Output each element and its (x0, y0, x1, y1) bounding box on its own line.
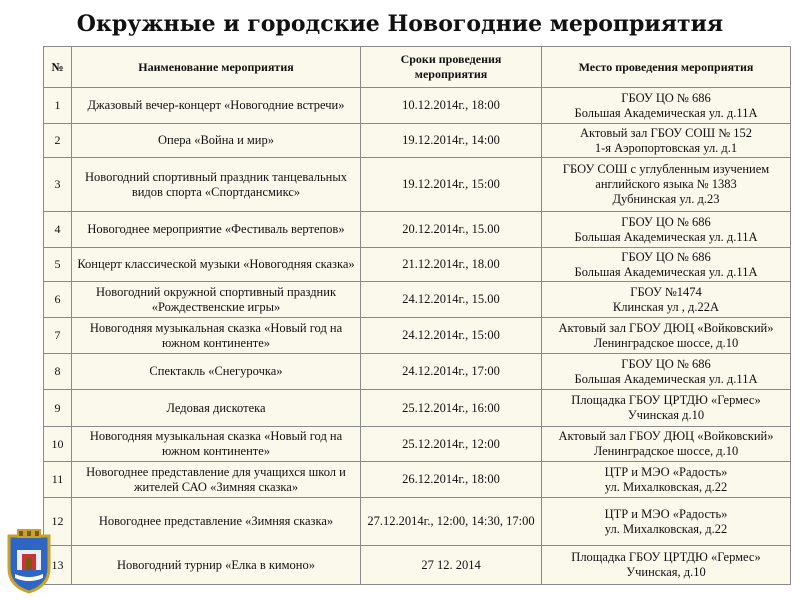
venue-place: ГБОУ СОШ с углубленным изучением английского языка № 1383 (562, 162, 770, 191)
page-title: Окружные и городские Новогодние мероприятия (76, 11, 724, 37)
event-venue (542, 427, 791, 462)
event-name: Новогоднее представление для учащихся школ и жителей САО «Зимняя сказка» (72, 462, 361, 498)
table-header-row (44, 47, 791, 88)
venue-address: Большая Академическая ул. д.11А (574, 371, 758, 386)
venue-place: ГБОУ ЦО № 686 (621, 249, 711, 264)
table-row (44, 248, 791, 282)
table-row (44, 158, 791, 212)
event-date: 25.12.2014г., 16:00 (361, 390, 542, 427)
row-number: 11 (44, 462, 72, 498)
row-number: 5 (44, 248, 72, 282)
venue-place: Площадка ГБОУ ЦРТДЮ «Гермес» (571, 393, 761, 407)
events-table (43, 46, 791, 585)
table-row (44, 282, 791, 318)
venue-address: ул. Михалковская, д.22 (604, 479, 728, 494)
event-name: Новогодний турнир «Елка в кимоно» (72, 546, 361, 585)
venue-place: ГБОУ ЦО № 686 (621, 90, 711, 105)
venue-address: Большая Академическая ул. д.11А (574, 264, 758, 279)
event-name: Ледовая дискотека (72, 390, 361, 427)
row-number: 8 (44, 354, 72, 390)
event-venue (542, 124, 791, 158)
event-date: 24.12.2014г., 15:00 (361, 318, 542, 354)
event-date: 26.12.2014г., 18:00 (361, 462, 542, 498)
event-venue (542, 354, 791, 390)
row-number: 7 (44, 318, 72, 354)
venue-address: Учинская д.10 (627, 408, 705, 422)
table-row (44, 462, 791, 498)
venue-place: Актовый зал ГБОУ ДЮЦ «Войковский» (558, 429, 774, 443)
event-venue (542, 88, 791, 124)
venue-place: Актовый зал ГБОУ СОШ № 152 (579, 125, 753, 140)
event-name: Джазовый вечер-концерт «Новогодние встречи» (72, 88, 361, 124)
table-row (44, 546, 791, 585)
table-row (44, 427, 791, 462)
event-date: 21.12.2014г., 18.00 (361, 248, 542, 282)
event-name: Спектакль «Снегурочка» (72, 354, 361, 390)
table-row (44, 498, 791, 546)
event-venue (542, 462, 791, 498)
event-venue (542, 546, 791, 585)
event-venue (542, 390, 791, 427)
venue-address: Большая Академическая ул. д.11А (574, 229, 758, 244)
event-date: 24.12.2014г., 17:00 (361, 354, 542, 390)
header-number: № (44, 47, 72, 88)
event-venue (542, 212, 791, 248)
venue-address: Клинская ул , д.22А (612, 299, 720, 314)
row-number: 9 (44, 390, 72, 427)
event-venue (542, 158, 791, 212)
event-name: Новогодний окружной спортивный праздник «Рождественские игры» (72, 282, 361, 318)
venue-place: Актовый зал ГБОУ ДЮЦ «Войковский» (558, 320, 774, 335)
venue-place: ЦТР и МЭО «Радость» (604, 464, 728, 479)
header-dates: Сроки проведения мероприятия (361, 47, 542, 88)
header-event-name: Наименование мероприятия (72, 47, 361, 88)
row-number: 4 (44, 212, 72, 248)
row-number: 13 (44, 546, 72, 585)
venue-place: ЦТР и МЭО «Радость» (604, 506, 728, 521)
venue-address: Учинская, д.10 (626, 565, 706, 579)
venue-address: Дубнинская ул. д.23 (612, 192, 720, 206)
event-venue (542, 318, 791, 354)
event-date: 25.12.2014г., 12:00 (361, 427, 542, 462)
event-date: 19.12.2014г., 14:00 (361, 124, 542, 158)
table-row (44, 212, 791, 248)
event-venue (542, 498, 791, 546)
venue-address: Ленинградское шоссе, д.10 (593, 444, 739, 458)
event-name: Новогодняя музыкальная сказка «Новый год на южном континенте» (72, 318, 361, 354)
table-row (44, 124, 791, 158)
event-name: Новогодний спортивный праздник танцевальных видов спорта «Спортдансмикс» (72, 158, 361, 212)
event-name: Новогоднее представление «Зимняя сказка» (72, 498, 361, 546)
venue-place: ГБОУ ЦО № 686 (621, 214, 711, 229)
row-number: 3 (44, 158, 72, 212)
row-number: 12 (44, 498, 72, 546)
event-date: 27.12.2014г., 12:00, 14:30, 17:00 (361, 498, 542, 546)
table-row (44, 390, 791, 427)
event-date: 10.12.2014г., 18:00 (361, 88, 542, 124)
row-number: 1 (44, 88, 72, 124)
venue-address: ул. Михалковская, д.22 (604, 521, 728, 536)
table-row (44, 88, 791, 124)
row-number: 10 (44, 427, 72, 462)
event-name: Новогоднее мероприятие «Фестиваль вертепов» (72, 212, 361, 248)
event-venue (542, 282, 791, 318)
event-date: 24.12.2014г., 15.00 (361, 282, 542, 318)
venue-address: Большая Академическая ул. д.11А (574, 105, 758, 120)
event-name: Концерт классической музыки «Новогодняя сказка» (72, 248, 361, 282)
venue-place: ГБОУ ЦО № 686 (621, 356, 711, 371)
event-name: Новогодняя музыкальная сказка «Новый год на южном континенте» (72, 427, 361, 462)
event-date: 27 12. 2014 (361, 546, 542, 585)
row-number: 6 (44, 282, 72, 318)
venue-place: ГБОУ №1474 (630, 284, 702, 299)
row-number: 2 (44, 124, 72, 158)
event-date: 20.12.2014г., 15.00 (361, 212, 542, 248)
coat-of-arms-icon (3, 528, 55, 594)
venue-address: Ленинградское шоссе, д.10 (593, 335, 739, 350)
event-date: 19.12.2014г., 15:00 (361, 158, 542, 212)
table-row (44, 354, 791, 390)
venue-address: 1-я Аэропортовская ул. д.1 (594, 140, 738, 155)
event-name: Опера «Война и мир» (72, 124, 361, 158)
header-venue: Место проведения мероприятия (542, 47, 791, 88)
table-row (44, 318, 791, 354)
event-venue (542, 248, 791, 282)
venue-place: Площадка ГБОУ ЦРТДЮ «Гермес» (571, 550, 761, 564)
